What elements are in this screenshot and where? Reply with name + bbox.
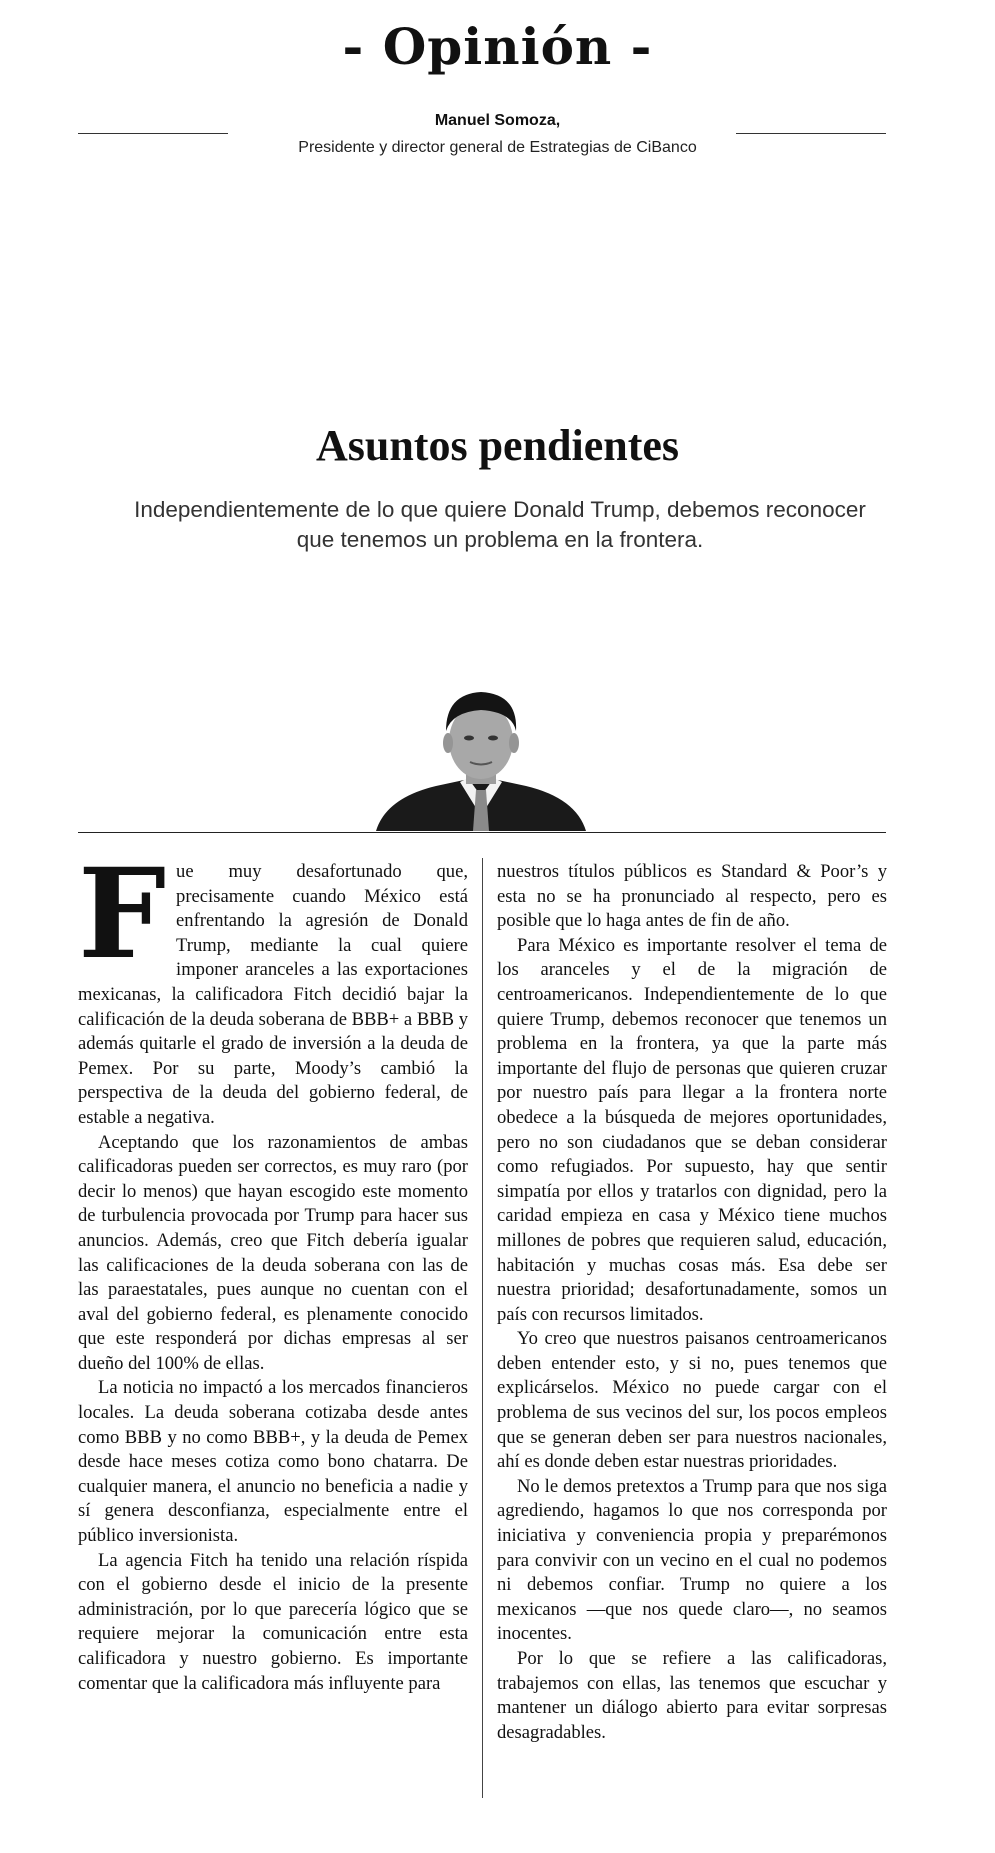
- paragraph-text: ue muy desafortunado que, precisamente cuando México está enfrentando la agresión de Donald Trump, mediante la cual quiere imponer aranceles a las exportaciones mexicanas, la calificadora Fitch decidió bajar la calificación de la deuda soberana de BBB+ a BBB y además quitarle el grado de inversión a la deuda de Pemex. Por su parte, Moody’s cambió la perspectiva de la deuda del gobierno federal, de estable a negativa.: [78, 861, 468, 1128]
- section-title: - Opinión -: [342, 17, 653, 76]
- paragraph: Para México es importante resolver el tema de los aranceles y el de la migración de centroamericanos. Independientemente de lo que quiere Trump, debemos reconocer que tenemos un problema en la frontera, ya que la parte más importante del flujo de personas que quieren cruzar por nuestro país para llegar a la frontera norte obedece a la búsqueda de mejores oportunidades, pero no son ciudadanos que se deban considerar como refugiados. Por supuesto, hay que sentir simpatía por ellos y tratarlos con dignidad, pero la caridad empieza en casa y México tiene muchos millones de pobres que requieren salud, educación, habitación y muchas cosas más. Esa debe ser nuestra prioridad; desafortunadamente, somos un país con recursos limitados.: [497, 934, 887, 1325]
- paragraph: Por lo que se refiere a las calificadoras, trabajemos con ellas, las tenemos que escuchar y mantener un diálogo abierto para evitar sorpresas desagradables.: [497, 1648, 887, 1743]
- article-column-right: [497, 860, 887, 1745]
- byline-rule-right: [736, 133, 886, 134]
- paragraph: [78, 842, 468, 1131]
- paragraph: La noticia no impactó a los mercados financieros locales. La deuda soberana cotizaba desde antes como BBB y no como BBB+, y la deuda de Pemex desde hace meses cotiza como bono chatarra. De cualquier manera, el anuncio no beneficia a nadie y sí genera desconfianza, especialmente entre el público inversionista.: [78, 1377, 468, 1547]
- drop-cap: F: [78, 842, 167, 987]
- article-column-left: [78, 842, 468, 1696]
- paragraph: Yo creo que nuestros paisanos centroamericanos deben entender esto, y si no, pues tenemos que explicárselos. México no puede cargar con el problema de sus vecinos del sur, los pocos empleos que se generan deben ser para nuestros nacionales, ahí es donde deben estar nuestras prioridades.: [497, 1328, 887, 1473]
- article-divider: [78, 832, 886, 833]
- article-headline: Asuntos pendientes: [315, 421, 680, 470]
- author-role: Presidente y director general de Estrategias de CiBanco: [298, 139, 697, 156]
- paragraph: Aceptando que los razonamientos de ambas calificadoras pueden ser correctos, es muy raro (por decir lo menos) que hayan escogido este momento de turbulencia provocada por Trump para hacer sus anuncios. Además, creo que Fitch debería igualar las calificaciones de la deuda soberana con las de las paraestatales, pues aunque no cuentan con el aval del gobierno federal, es plenamente conocido que este responderá por dichas empresas al ser dueño del 100% de ellas.: [78, 1131, 468, 1374]
- paragraph: La agencia Fitch ha tenido una relación ríspida con el gobierno desde el inicio de la presente administración, por lo que parecería lógico que se requiere mejorar la comunicación entre esta calificadora y nuestro gobierno. Es importante comentar que la calificadora más influyente para: [78, 1549, 468, 1694]
- author-name: Manuel Somoza,: [434, 112, 561, 129]
- column-divider: [482, 858, 483, 1798]
- author-portrait: [376, 686, 586, 831]
- article-deck: Independientemente de lo que quiere Donald Trump, debemos reconocer que tenemos un problema en la frontera.: [134, 497, 866, 552]
- paragraph: No le demos pretextos a Trump para que nos siga agrediendo, hagamos lo que nos corresponda por iniciativa y conveniencia propia y preparémonos para convivir con un vecino en el cual no podemos ni debemos confiar. Trump no quiere a los mexicanos —que nos quede claro—, no seamos inocentes.: [497, 1475, 887, 1645]
- paragraph: nuestros títulos públicos es Standard & Poor’s y esta no se ha pronunciado al respecto, pero es posible que lo haga antes de fin de año.: [497, 861, 887, 932]
- byline-rule-left: [78, 133, 228, 134]
